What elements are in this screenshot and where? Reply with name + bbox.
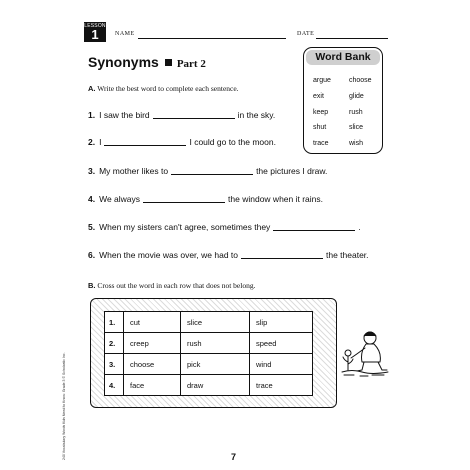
sentence-number: 3.	[88, 166, 96, 176]
sentence-text: I	[99, 137, 102, 147]
word-cell[interactable]: slice	[181, 312, 250, 333]
sentence-3	[88, 166, 327, 176]
sentence-number: 2.	[88, 137, 96, 147]
answer-blank[interactable]	[273, 222, 355, 231]
sentence-4	[88, 194, 323, 204]
word-bank-word: shut	[313, 124, 327, 131]
word-cell[interactable]: slip	[250, 312, 313, 333]
lesson-label: LESSON	[84, 23, 106, 29]
sentence-number: 4.	[88, 194, 96, 204]
word-cell[interactable]: face	[124, 375, 181, 396]
sentence-text: the pictures I draw.	[256, 166, 328, 176]
answer-blank[interactable]	[104, 137, 186, 146]
page-number: 7	[231, 452, 237, 462]
word-cell[interactable]: draw	[181, 375, 250, 396]
word-bank-title: Word Bank	[306, 50, 380, 65]
name-field[interactable]	[138, 38, 286, 39]
word-cell[interactable]: cut	[124, 312, 181, 333]
word-cell[interactable]: rush	[181, 333, 250, 354]
section-a-label: A.	[88, 84, 96, 93]
sentence-text: in the sky.	[237, 110, 276, 120]
word-cell[interactable]: pick	[181, 354, 250, 375]
lesson-badge	[84, 22, 106, 42]
word-bank-word: trace	[313, 140, 329, 147]
sentence-number: 5.	[88, 222, 96, 232]
row-number: 1.	[105, 312, 124, 333]
sentence-text: I could go to the moon.	[189, 137, 276, 147]
table-row	[105, 333, 313, 354]
word-bank-word: slice	[349, 124, 364, 131]
sentence-text: the theater.	[326, 250, 369, 260]
title-main: Synonyms	[88, 54, 159, 70]
word-bank-word: exit	[313, 93, 324, 100]
word-cell[interactable]: trace	[250, 375, 313, 396]
section-b-text: Cross out the word in each row that does not belong.	[97, 281, 256, 290]
row-number: 2.	[105, 333, 124, 354]
copyright-text: 240 Vocabulary Words Kids Need to Know: Grade 3 © Scholastic Inc.	[62, 352, 66, 460]
page-title	[88, 54, 206, 70]
square-bullet-icon	[165, 59, 172, 66]
word-cell[interactable]: speed	[250, 333, 313, 354]
answer-blank[interactable]	[153, 110, 235, 119]
word-cell[interactable]: choose	[124, 354, 181, 375]
table-row	[105, 312, 313, 333]
sentence-number: 6.	[88, 250, 96, 260]
sentence-text: I saw the bird	[99, 110, 150, 120]
title-part: Part 2	[176, 58, 206, 70]
section-b-label: B.	[88, 281, 96, 290]
name-label: NAME	[115, 31, 135, 37]
date-label: DATE	[297, 31, 315, 37]
word-bank-word: wish	[349, 140, 364, 147]
lesson-number: 1	[91, 27, 99, 42]
word-bank-word: argue	[313, 77, 331, 84]
sentence-2	[88, 137, 276, 147]
answer-blank[interactable]	[171, 166, 253, 175]
table-row	[105, 354, 313, 375]
child-gardening-illustration	[340, 326, 392, 380]
word-cell[interactable]: creep	[124, 333, 181, 354]
word-bank-word: keep	[313, 109, 329, 116]
row-number: 3.	[105, 354, 124, 375]
section-b-instruction	[88, 281, 255, 290]
sentence-5	[88, 222, 361, 232]
word-bank-word: rush	[349, 109, 363, 116]
table-row	[105, 375, 313, 396]
answer-blank[interactable]	[143, 194, 225, 203]
word-bank-word: glide	[349, 93, 364, 100]
word-cell[interactable]: wind	[250, 354, 313, 375]
word-bank-word: choose	[349, 77, 372, 84]
sentence-number: 1.	[88, 110, 96, 120]
sentence-text: We always	[99, 194, 141, 204]
sentence-text: When my sisters can't agree, sometimes they	[99, 222, 271, 232]
sentence-text: My mother likes to	[99, 166, 169, 176]
sentence-1	[88, 110, 275, 120]
answer-blank[interactable]	[241, 250, 323, 259]
section-a-instruction	[88, 84, 239, 93]
row-number: 4.	[105, 375, 124, 396]
date-field[interactable]	[316, 38, 388, 39]
word-table	[104, 311, 313, 396]
sentence-text: the window when it rains.	[228, 194, 324, 204]
copyright-sidebar	[62, 300, 70, 460]
sentence-text: .	[358, 222, 361, 232]
sentence-6	[88, 250, 369, 260]
sentence-text: When the movie was over, we had to	[99, 250, 238, 260]
section-a-text: Write the best word to complete each sentence.	[97, 84, 239, 93]
